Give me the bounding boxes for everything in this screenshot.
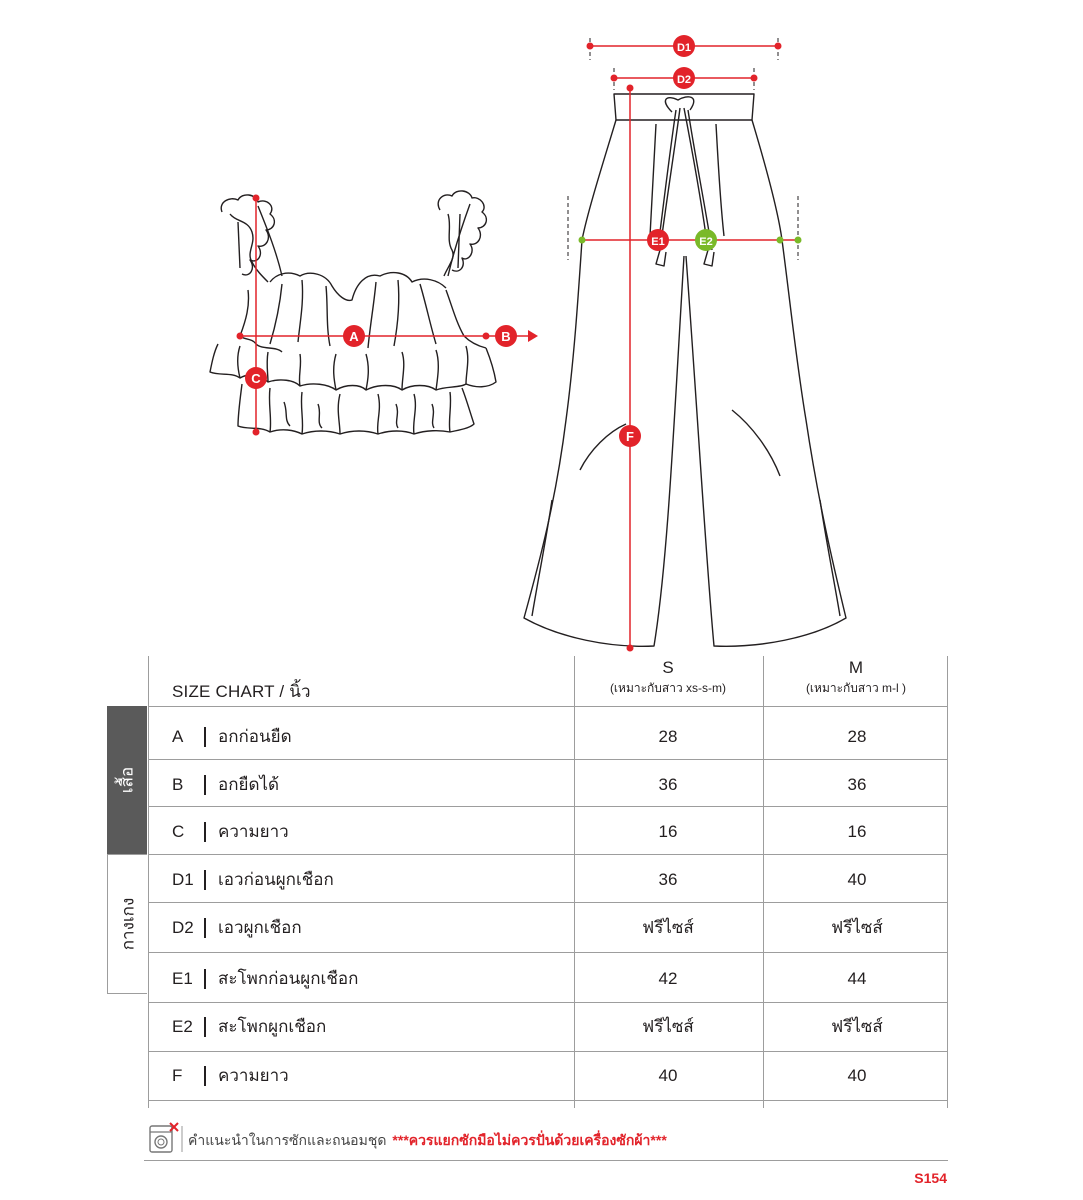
table-row (148, 1003, 948, 1050)
top-illustration (210, 191, 496, 434)
group-label-pants-text: กางเกง (118, 897, 137, 951)
row-code: F (172, 1066, 183, 1085)
row-value-m: 16 (847, 822, 867, 841)
column-header-m (762, 658, 950, 696)
label-e1-text: E1 (651, 236, 665, 248)
row-label: สะโพกก่อนผูกเชือก (218, 969, 359, 988)
row-value-s: 28 (658, 727, 678, 746)
row-value-m: 40 (847, 1066, 867, 1085)
row-label: อกก่อนยืด (218, 727, 292, 746)
table-row (148, 856, 948, 903)
label-e2-text: E2 (699, 236, 713, 248)
label-d2-marker (673, 67, 695, 89)
row-value-s: ฟรีไซส์ (642, 918, 694, 937)
row-code: B (172, 775, 184, 794)
row-value-s: ฟรีไซส์ (642, 1017, 694, 1036)
table-row (148, 808, 948, 855)
label-c-marker (245, 367, 267, 389)
row-value-m: ฟรีไซส์ (831, 1017, 883, 1036)
row-value-s: 36 (658, 775, 678, 794)
top-measure-dots (237, 195, 490, 436)
row-value-m: 44 (847, 969, 867, 988)
column-size-s: S (662, 658, 674, 677)
label-f-text: F (626, 429, 634, 444)
label-c-text: C (251, 371, 261, 386)
b-arrow-head (528, 330, 538, 342)
group-label-shirt (107, 706, 147, 854)
row-code: D2 (172, 918, 194, 937)
row-code: A (172, 727, 184, 746)
column-header-s (574, 658, 762, 696)
row-label: เอวผูกเชือก (218, 918, 302, 937)
table-row (148, 761, 948, 808)
group-label-shirt-text: เสื้อ (117, 766, 137, 794)
label-a-text: A (349, 329, 359, 344)
label-e1-marker (647, 229, 669, 251)
washing-machine-crossed-icon (148, 1122, 184, 1156)
row-value-m: 40 (847, 870, 867, 889)
pants-illustration (524, 94, 846, 646)
row-label: เอวก่อนผูกเชือก (218, 870, 334, 889)
row-code: D1 (172, 870, 194, 889)
table-row (148, 1052, 948, 1099)
row-value-s: 40 (658, 1066, 678, 1085)
row-label: อกยืดได้ (218, 775, 280, 794)
row-value-s: 16 (658, 822, 678, 841)
row-value-m: ฟรีไซส์ (831, 918, 883, 937)
footer-divider (144, 1160, 948, 1161)
column-note-m: (เหมาะกับสาว m-l ) (805, 681, 907, 695)
row-code: C (172, 822, 185, 841)
size-chart-title: SIZE CHART / นิ้ว (172, 682, 311, 701)
row-value-m: 28 (847, 727, 867, 746)
label-d1-marker (673, 35, 695, 57)
row-code: E2 (172, 1017, 193, 1036)
top-measurements (240, 198, 528, 432)
label-d1-text: D1 (676, 42, 692, 54)
care-warning: ***ควรแยกซักมือไม่ควรปั่นด้วยเครื่องซักผ้า*** (392, 1132, 667, 1148)
table-row (148, 904, 948, 951)
care-text: คำแนะนำในการซักและถนอมชุด (188, 1132, 387, 1148)
row-value-s: 36 (658, 870, 678, 889)
label-d2-text: D2 (676, 74, 692, 86)
column-note-s: (เหมาะกับสาว xs-s-m) (609, 681, 727, 695)
row-label: สะโพกผูกเชือก (218, 1017, 327, 1036)
group-label-pants (107, 854, 147, 994)
label-b-marker (495, 325, 517, 347)
row-value-s: 42 (658, 969, 678, 988)
label-f-marker (619, 425, 641, 447)
column-size-m: M (848, 658, 864, 677)
row-label: ความยาว (218, 822, 289, 841)
table-row (148, 713, 948, 760)
product-code: S154 (914, 1170, 947, 1186)
label-b-text: B (501, 329, 511, 344)
pants-measure-dots (587, 43, 782, 652)
row-label: ความยาว (218, 1066, 289, 1085)
row-value-m: 36 (847, 775, 867, 794)
table-row (148, 955, 948, 1002)
label-a-marker (343, 325, 365, 347)
pants-measurements (590, 46, 778, 648)
label-e2-marker (695, 229, 717, 251)
row-code: E1 (172, 969, 193, 988)
